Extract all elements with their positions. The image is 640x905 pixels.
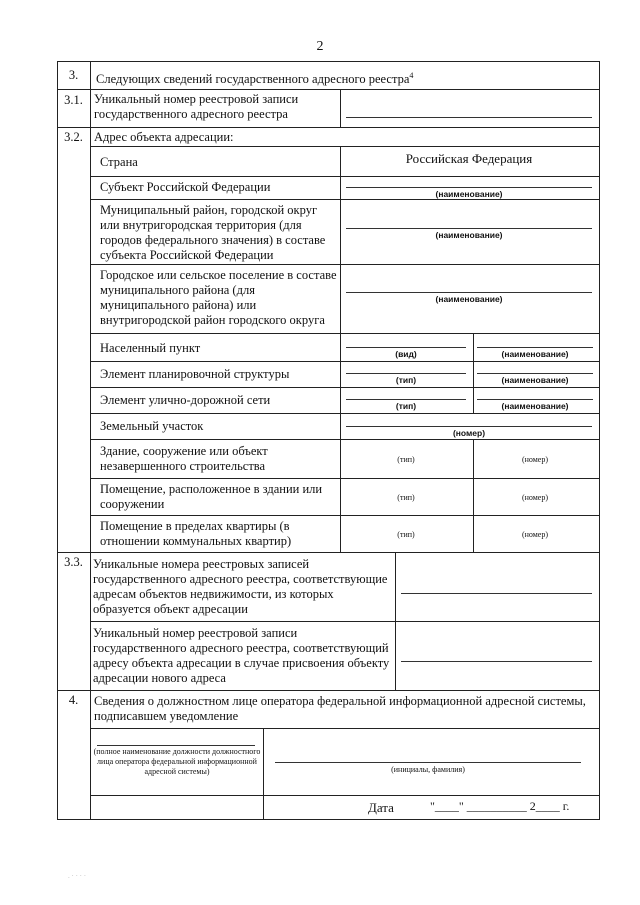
new-address-record-label: Уникальный номер реестровой записи государственного адресного реестра, соответствующий адресу объекта адресации в случае присвоения объекту адресации нового адреса <box>93 626 390 685</box>
date-field: "____" __________ 2____ г. <box>430 799 570 813</box>
premises-type-caption: (тип) <box>397 493 415 502</box>
building-type-caption: (тип) <box>397 455 415 464</box>
position-caption: (полное наименование должности должностного лица оператора федеральной информационной адресной системы) <box>93 747 261 776</box>
section-4-number: 4. <box>68 693 79 707</box>
locality-label: Населенный пункт <box>100 341 201 355</box>
municipal-label: Муниципальный район, городской округ или внутригородская территория (для городов федерального значения) в составе субъекта Российской Федерации <box>100 203 326 262</box>
section-3-3-number: 3.3. <box>64 555 83 569</box>
settlement-name-caption: (наименование) <box>435 294 503 304</box>
locality-name-caption: (наименование) <box>501 349 569 359</box>
premises-label: Помещение, расположенное в здании или сооружении <box>100 482 323 511</box>
source-records-label: Уникальные номера реестровых записей государственного адресного реестра, соответствующие адресам объектов недвижимости, из которых образуется объект адресации <box>93 557 388 616</box>
initials-caption: (инициалы, фамилия) <box>391 765 465 774</box>
landplot-number-caption: (номер) <box>452 428 486 438</box>
planning-type-caption: (тип) <box>395 375 417 385</box>
subject-label: Субъект Российской Федерации <box>100 180 271 194</box>
scan-artifact: . · · · · <box>68 872 87 880</box>
street-name-caption: (наименование) <box>501 401 569 411</box>
date-label: Дата <box>368 800 394 815</box>
apartment-type-caption: (тип) <box>397 530 415 539</box>
page-number: 2 <box>316 39 324 54</box>
building-label: Здание, сооружение или объект незавершенного строительства <box>100 444 268 473</box>
street-label: Элемент улично-дорожной сети <box>100 393 271 407</box>
official-info-title: Сведения о должностном лице оператора федеральной информационной адресной системы, подписавшем уведомление <box>94 694 586 723</box>
premises-number-caption: (номер) <box>521 493 549 502</box>
section-3-title: Следующих сведений государственного адресного реестра$^4$ <box>96 71 414 87</box>
municipal-name-caption: (наименование) <box>435 230 503 240</box>
landplot-label: Земельный участок <box>100 419 204 433</box>
section-3-number: 3. <box>68 68 79 82</box>
country-label: Страна <box>100 155 138 169</box>
section-3-1-number: 3.1. <box>64 93 83 107</box>
apartment-label: Помещение в пределах квартиры (в отношении коммунальных квартир) <box>100 519 292 548</box>
building-number-caption: (номер) <box>521 455 549 464</box>
locality-kind-caption: (вид) <box>395 349 417 359</box>
registry-record-label: Уникальный номер реестровой записи государственного адресного реестра <box>94 92 299 121</box>
address-title: Адрес объекта адресации: <box>94 130 234 144</box>
subject-name-caption: (наименование) <box>435 189 503 199</box>
section-3-2-number: 3.2. <box>64 130 83 144</box>
footnote-marker: 4 <box>409 71 414 80</box>
street-type-caption: (тип) <box>395 401 417 411</box>
country-value: Российская Федерация <box>405 151 533 166</box>
planning-name-caption: (наименование) <box>501 375 569 385</box>
apartment-number-caption: (номер) <box>521 530 549 539</box>
planning-label: Элемент планировочной структуры <box>100 367 290 381</box>
settlement-label: Городское или сельское поселение в составе муниципального района (для муниципального района) или внутригородской район городского округа <box>100 268 337 327</box>
